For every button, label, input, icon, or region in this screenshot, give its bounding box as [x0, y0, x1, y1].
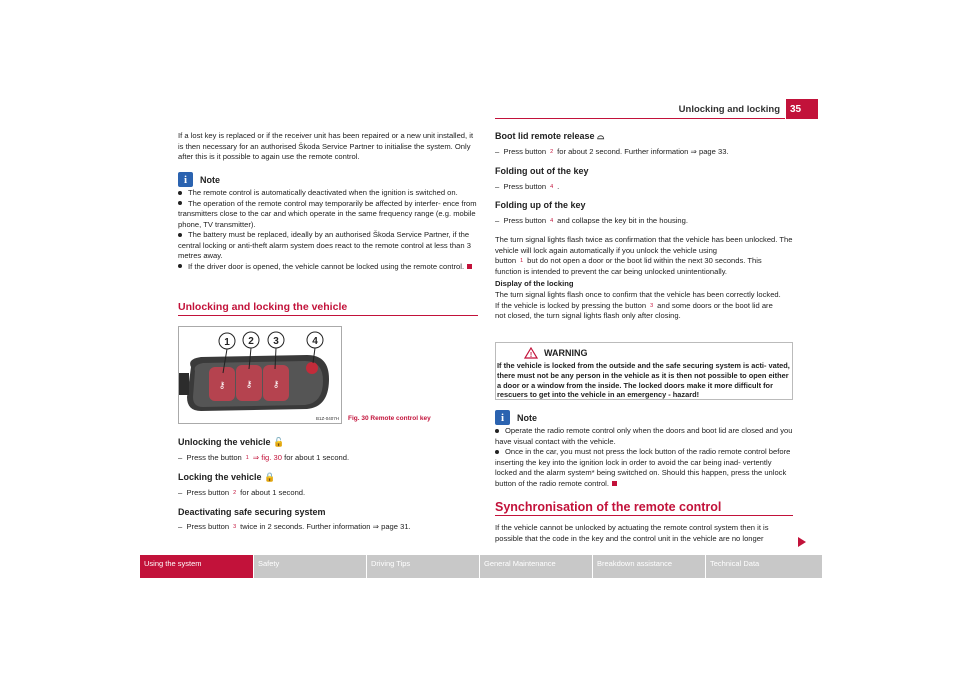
unlocking-step: – Press the button 1 ⇒ fig. 30 for about 1 second.: [178, 453, 350, 462]
header-rule: [495, 118, 785, 119]
sync-rule: [495, 515, 793, 516]
figure-caption: Fig. 30 Remote control key: [348, 415, 431, 422]
remote-key-illustration: [179, 327, 341, 423]
nav-safety[interactable]: Safety: [258, 559, 280, 568]
intro-paragraph: If a lost key is replaced or if the receiver unit has been repaired or a new unit installed, it is then necessary for an authorised Škoda Service Partner to initialise the system. Only after this is it possible to again use the remote control.: [178, 131, 474, 161]
section-heading: Unlocking and locking the vehicle: [178, 301, 348, 313]
sync-paragraph: If the vehicle cannot be unlocked by actuating the remote control system then it is possible that the code in the key and the control unit in the vehicle are no longer: [495, 523, 769, 543]
svg-text:⚷: ⚷: [272, 380, 280, 390]
fig-link[interactable]: ⇒ fig. 30: [252, 453, 282, 462]
note-item: If the driver door is opened, the vehicle cannot be locked using the remote control.: [178, 262, 478, 273]
unlocking-heading: Unlocking the vehicle 🔓: [178, 437, 285, 447]
page-number: 35: [786, 99, 818, 119]
nav-general-maintenance[interactable]: General Maintenance: [484, 559, 556, 568]
turn-signal-paragraph: The turn signal lights flash twice as confirmation that the vehicle has been unlocked. The vehicle will lock again automatically if you unlock the vehicle using button 1 but do not open a door or the boot lid within the next 30 seconds. This function is intended to prevent the car being unlocked unintentionally.: [495, 235, 793, 276]
callout-3: 3: [273, 336, 279, 347]
remote-key-figure: [178, 326, 342, 424]
warning-text: If the vehicle is locked from the outside and the safe securing system is acti- vated, there must not be any person in the vehicle as it is then not possible to open either a door or a window from the inside. The locked doors make it more difficult for rescuers to get into the vehicle in an emergency - hazard!: [497, 361, 790, 400]
button-badge: 3: [233, 524, 237, 530]
button-badge: 3: [650, 302, 654, 309]
nav-divider: [592, 555, 593, 578]
fold-up-heading: Folding up of the key: [495, 200, 586, 210]
info-icon: i: [495, 410, 510, 425]
note-title: Note: [517, 413, 537, 423]
fold-out-step: – Press button 4 .: [495, 182, 560, 191]
note-list: [495, 426, 795, 489]
sync-heading: Synchronisation of the remote control: [495, 500, 722, 514]
callout-2: 2: [248, 336, 254, 347]
continue-arrow-icon: [798, 534, 806, 552]
section-rule: [178, 315, 478, 316]
svg-text:⚷: ⚷: [245, 380, 253, 390]
fold-up-step: – Press button 4 and collapse the key bit in the housing.: [495, 216, 688, 225]
callout-1: 1: [224, 337, 230, 348]
display-paragraph: The turn signal lights flash once to confirm that the vehicle has been correctly locked. If the vehicle is locked by pressing the button 3 and some doors or the boot lid are not closed, the turn signal lights flash only after closing.: [495, 290, 781, 320]
nav-breakdown-assistance[interactable]: Breakdown assistance: [597, 559, 673, 568]
note-item: The remote control is automatically deactivated when the ignition is switched on.: [178, 188, 478, 199]
running-header: Unlocking and locking: [678, 104, 780, 115]
note-item: The operation of the remote control may temporarily be affected by interfer- ence from transmitters close to the car and which operate in the same frequency range (e.g. mobile phone, TV transmitter).: [178, 198, 477, 229]
note-item: Once in the car, you must not press the lock button of the radio remote control before inserting the key into the ignition lock in order to avoid the car being inad- vertently locked and the alarm system* being switched on. Should this happen, press the unlock button of the radio remote control.: [495, 447, 791, 488]
note-item: Operate the radio remote control only when the doors and boot lid are closed and you have visual contact with the vehicle.: [495, 426, 793, 446]
info-icon: i: [178, 172, 193, 187]
boot-step: – Press button 2 for about 2 second. Further information ⇒ page 33.: [495, 147, 729, 156]
button-badge: 1: [520, 258, 524, 264]
boot-icon: ⌓: [597, 131, 605, 141]
safe-securing-heading: Deactivating safe securing system: [178, 507, 326, 517]
button-badge: 1: [245, 455, 249, 461]
svg-text:!: !: [529, 352, 533, 359]
note-item: The battery must be replaced, ideally by an authorised Škoda Service Partner, if the central locking or anti-theft alarm system does react to the remote control at less than 3 metres away.: [178, 230, 471, 260]
nav-technical-data[interactable]: Technical Data: [710, 559, 760, 568]
nav-using-the-system[interactable]: Using the system: [140, 555, 253, 578]
button-badge: 4: [550, 184, 554, 190]
end-square-icon: [612, 481, 617, 486]
end-square-icon: [467, 264, 472, 269]
button-badge: 2: [233, 490, 237, 496]
button-badge: 2: [550, 149, 554, 155]
warning-title: WARNING: [544, 348, 588, 358]
fold-out-heading: Folding out of the key: [495, 166, 589, 176]
display-heading: Display of the locking: [495, 279, 574, 288]
nav-divider: [366, 555, 367, 578]
figure-code: B1Z-0407H: [316, 416, 340, 421]
svg-text:⚷: ⚷: [218, 381, 226, 391]
locking-step: – Press button 2 for about 1 second.: [178, 488, 306, 497]
safe-securing-step: – Press button 3 twice in 2 seconds. Further information ⇒ page 31.: [178, 522, 411, 531]
button-badge: 4: [550, 218, 554, 224]
callout-4: 4: [312, 336, 318, 347]
nav-divider: [253, 555, 254, 578]
nav-driving-tips[interactable]: Driving Tips: [371, 559, 411, 568]
nav-divider: [479, 555, 480, 578]
boot-heading: Boot lid remote release ⌓: [495, 131, 605, 141]
locking-heading: Locking the vehicle 🔒: [178, 472, 276, 482]
note-list: [178, 188, 478, 272]
unlock-icon: 🔓: [273, 437, 285, 447]
lock-icon: 🔒: [264, 472, 276, 482]
nav-divider: [705, 555, 706, 578]
note-title: Note: [200, 175, 220, 185]
